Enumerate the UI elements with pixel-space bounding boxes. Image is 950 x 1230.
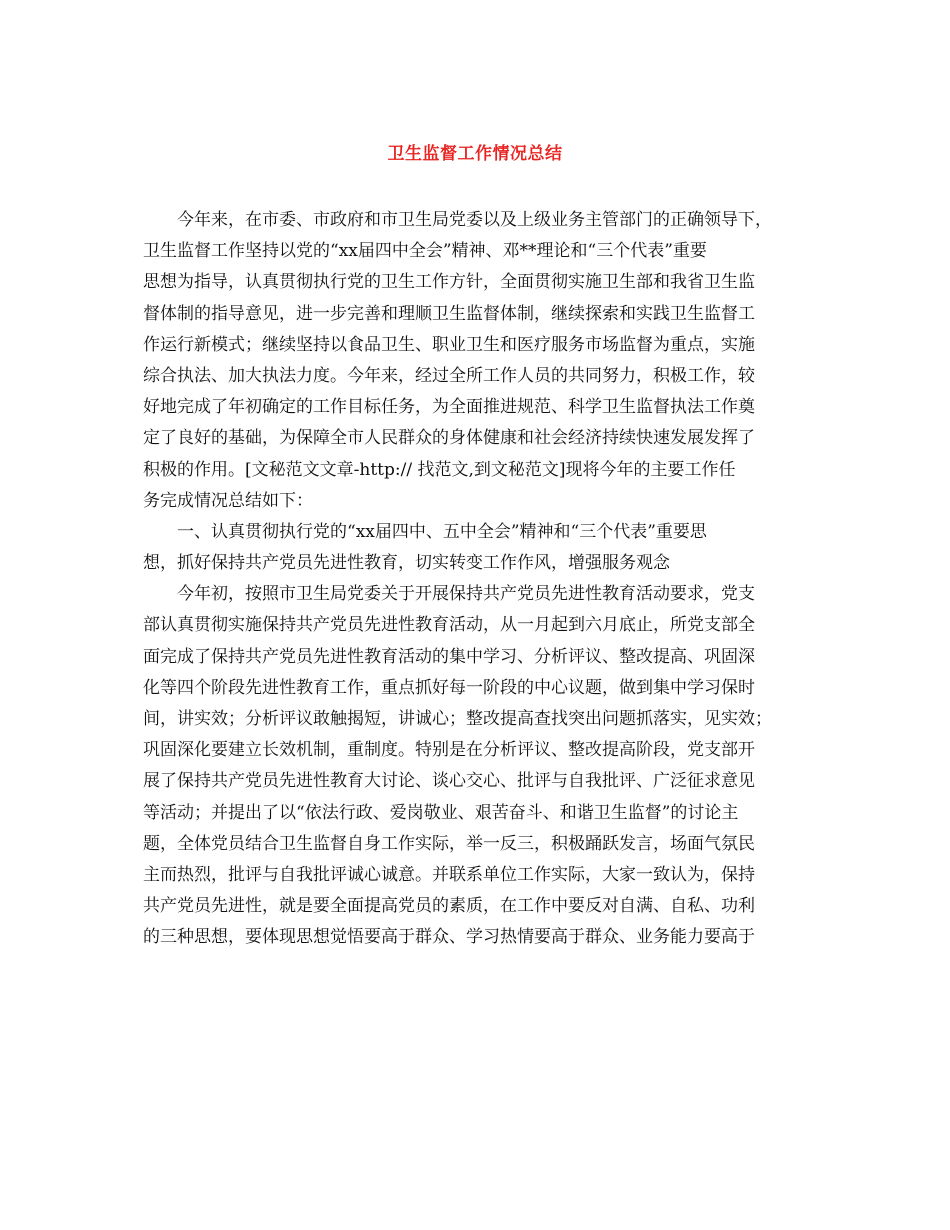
text-line: 今年来，在市委、市政府和市卫生局党委以及上级业务主管部门的正确领导下，: [177, 210, 772, 230]
text-line: 部认真贯彻实施保持共产党员先进性教育活动，从一月起到六月底止，所党支部全: [143, 615, 755, 636]
text-line: 题，全体党员结合卫生监督自身工作实际，举一反三，积极踊跃发言，场面气氛民: [143, 833, 755, 854]
text-line: 面完成了保持共产党员先进性教育活动的集中学习、分析评议、整改提高、巩固深: [143, 646, 755, 667]
text-line: 思想为指导，认真贯彻执行党的卫生工作方针，全面贯彻实施卫生部和我省卫生监: [143, 272, 755, 293]
text-line: 积极的作用。[文秘范文文章-http:// 找范文,到文秘范文]现将今年的主要工作任: [143, 459, 736, 480]
text-line: 巩固深化要建立长效机制，重制度。特别是在分析评议、整改提高阶段，党支部开: [143, 740, 755, 761]
text-line: 作运行新模式；继续坚持以食品卫生、职业卫生和医疗服务市场监督为重点，实施: [143, 334, 755, 355]
text-line: 好地完成了年初确定的工作目标任务，为全面推进规范、科学卫生监督执法工作奠: [143, 397, 755, 418]
text-line: 定了良好的基础，为保障全市人民群众的身体健康和社会经济持续快速发展发挥了: [143, 428, 755, 449]
text-line: 务完成情况总结如下：: [143, 490, 313, 511]
text-line: 一、认真贯彻执行党的“xx届四中、五中全会”精神和“三个代表”重要思: [177, 521, 707, 542]
text-line: 卫生监督工作坚持以党的“xx届四中全会”精神、邓**理论和“三个代表”重要: [143, 241, 707, 262]
document-title: 卫生监督工作情况总结: [387, 144, 563, 164]
text-line: 等活动；并提出了以“依法行政、爱岗敬业、艰苦奋斗、和谐卫生监督”的讨论主: [143, 802, 739, 823]
text-line: 化等四个阶段先进性教育工作，重点抓好每一阶段的中心议题，做到集中学习保时: [143, 677, 755, 698]
text-line: 今年初，按照市卫生局党委关于开展保持共产党员先进性教育活动要求，党支: [177, 584, 755, 605]
text-line: 主而热烈，批评与自我批评诚心诚意。并联系单位工作实际，大家一致认为，保持: [143, 864, 755, 885]
text-line: 间，讲实效；分析评议敢触揭短，讲诚心；整改提高查找突出问题抓落实，见实效；: [143, 709, 772, 729]
text-line: 综合执法、加大执法力度。今年来，经过全所工作人员的共同努力，积极工作，较: [143, 365, 755, 386]
text-line: 督体制的指导意见，进一步完善和理顺卫生监督体制，继续探索和实践卫生监督工: [143, 303, 755, 324]
text-line: 想，抓好保持共产党员先进性教育，切实转变工作作风，增强服务观念: [143, 553, 670, 574]
text-line: 展了保持共产党员先进性教育大讨论、谈心交心、批评与自我批评、广泛征求意见: [143, 771, 755, 792]
text-line: 的三种思想，要体现思想觉悟要高于群众、学习热情要高于群众、业务能力要高于: [143, 927, 755, 948]
text-line: 共产党员先进性，就是要全面提高党员的素质，在工作中要反对自满、自私、功利: [143, 896, 755, 917]
document-body: [143, 205, 815, 954]
